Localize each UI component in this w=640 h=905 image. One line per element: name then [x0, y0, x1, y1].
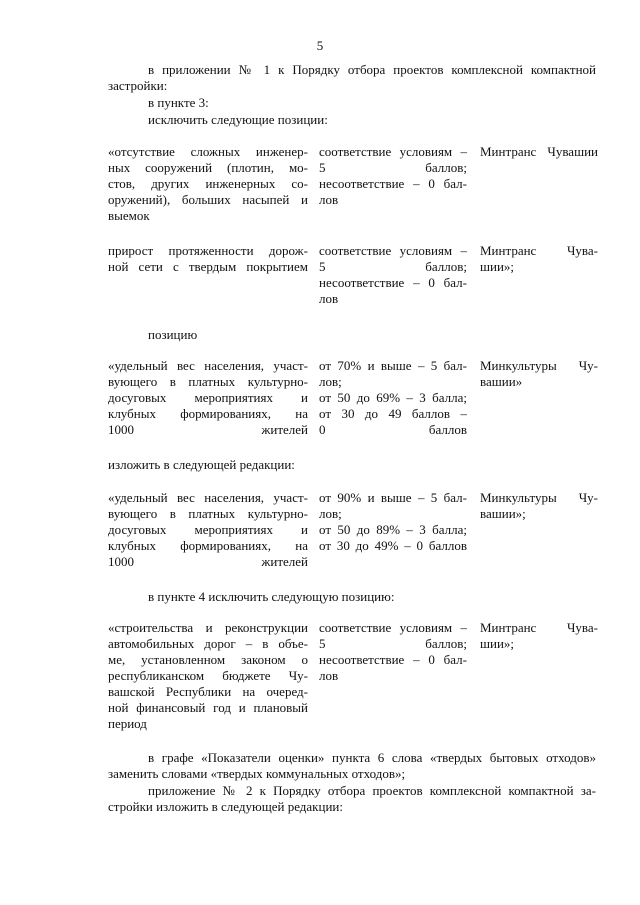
text-line: 1000 жителей [108, 554, 308, 569]
text-line: лов [319, 668, 339, 683]
text-line: республиканском бюджете Чу- [108, 668, 308, 683]
table5-col-ministry [480, 620, 598, 652]
text-line: лов [319, 192, 339, 207]
text-line: вашской Республики на очеред- [108, 684, 308, 699]
text-line: в графе «Показатели оценки» пункта 6 слова «твердых бытовых отходов» [148, 750, 596, 765]
paragraph-exclude-positions: исключить следующие позиции: [148, 112, 328, 127]
text-line: ме, установленном законом о [108, 652, 308, 667]
text-line: «удельный вес населения, участ- [108, 490, 308, 505]
table2-col-ministry [480, 243, 598, 275]
text-line: соответствие условиям – [319, 620, 467, 635]
text-line: 0 баллов [319, 422, 467, 437]
table3-col-indicator [108, 358, 308, 438]
text-line: соответствие условиям – [319, 243, 467, 258]
text-line: от 50 до 89% – 3 балла; [319, 522, 467, 537]
text-line: вующего в платных культурно- [108, 374, 308, 389]
page-number: 5 [316, 38, 324, 53]
text-line: лов; [319, 506, 342, 521]
paragraph-column-replace [108, 750, 596, 782]
text-line: вашии» [480, 374, 523, 389]
text-line: ных сооружений (плотин, мо- [108, 160, 308, 175]
text-line: заменить словами «твердых коммунальных отходов»; [108, 766, 406, 781]
text-line: 1000 жителей [108, 422, 308, 437]
text-line: несоответствие – 0 бал- [319, 176, 467, 191]
text-line: «строительства и реконструкции [108, 620, 308, 635]
table2-col-indicator [108, 243, 308, 275]
text-line: Минтранс Чува- [480, 243, 598, 258]
text-line: вующего в платных культурно- [108, 506, 308, 521]
text-line: шии»; [480, 636, 515, 651]
text-line: вашии»; [480, 506, 526, 521]
text-line: лов [319, 291, 339, 306]
text-line: 5 баллов; [319, 636, 467, 651]
table4-col-ministry [480, 490, 598, 522]
text-line: 5 баллов; [319, 160, 467, 175]
text-line: шии»; [480, 259, 515, 274]
table3-col-score [319, 358, 467, 438]
text-line: прирост протяженности дорож- [108, 243, 308, 258]
text-line: досуговых мероприятиях и [108, 522, 308, 537]
text-line: в приложении № 1 к Порядку отбора проектов комплексной компактной [148, 62, 596, 77]
paragraph-appendix-1 [108, 62, 596, 94]
text-line: «отсутствие сложных инженер- [108, 144, 308, 159]
table1-col-indicator [108, 144, 308, 224]
text-line: лов; [319, 374, 342, 389]
text-line: досуговых мероприятиях и [108, 390, 308, 405]
text-line: застройки: [108, 78, 168, 93]
text-line: ной финансовый год и плановый [108, 700, 308, 715]
table2-col-score [319, 243, 467, 307]
paragraph-position: позицию [148, 327, 198, 342]
text-line: «удельный вес населения, участ- [108, 358, 308, 373]
text-line: от 70% и выше – 5 бал- [319, 358, 467, 373]
text-line: от 90% и выше – 5 бал- [319, 490, 467, 505]
paragraph-point-4: в пункте 4 исключить следующую позицию: [148, 589, 395, 604]
text-line: несоответствие – 0 бал- [319, 275, 467, 290]
text-line: от 30 до 49 баллов – [319, 406, 467, 421]
text-line: соответствие условиям – [319, 144, 467, 159]
text-line: автомобильных дорог – в объе- [108, 636, 308, 651]
paragraph-point-3: в пункте 3: [148, 95, 209, 110]
table5-col-indicator [108, 620, 308, 732]
text-line: от 50 до 69% – 3 балла; [319, 390, 467, 405]
text-line: выемок [108, 208, 150, 223]
table4-col-score [319, 490, 467, 554]
paragraph-appendix-2 [108, 783, 596, 815]
paragraph-new-edition: изложить в следующей редакции: [108, 457, 295, 472]
table3-col-ministry [480, 358, 598, 390]
text-line: 5 баллов; [319, 259, 467, 274]
table4-col-indicator [108, 490, 308, 570]
text-line: оружений), больших насыпей и [108, 192, 308, 207]
text-line: Минкультуры Чу- [480, 490, 598, 505]
text-line: стов, других инженерных со- [108, 176, 308, 191]
text-line: стройки изложить в следующей редакции: [108, 799, 343, 814]
text-line: Минкультуры Чу- [480, 358, 598, 373]
text-line: Минтранс Чувашии [480, 144, 598, 159]
text-line: от 30 до 49% – 0 баллов [319, 538, 467, 553]
table1-col-score [319, 144, 467, 208]
text-line: клубных формированиях, на [108, 538, 308, 553]
text-line: несоответствие – 0 бал- [319, 652, 467, 667]
text-line: Минтранс Чува- [480, 620, 598, 635]
table5-col-score [319, 620, 467, 684]
text-line: приложение № 2 к Порядку отбора проектов комплексной компактной за- [148, 783, 596, 798]
text-line: клубных формированиях, на [108, 406, 308, 421]
text-line: ной сети с твердым покрытием [108, 259, 308, 274]
text-line: период [108, 716, 147, 731]
table1-col-ministry [480, 144, 598, 160]
